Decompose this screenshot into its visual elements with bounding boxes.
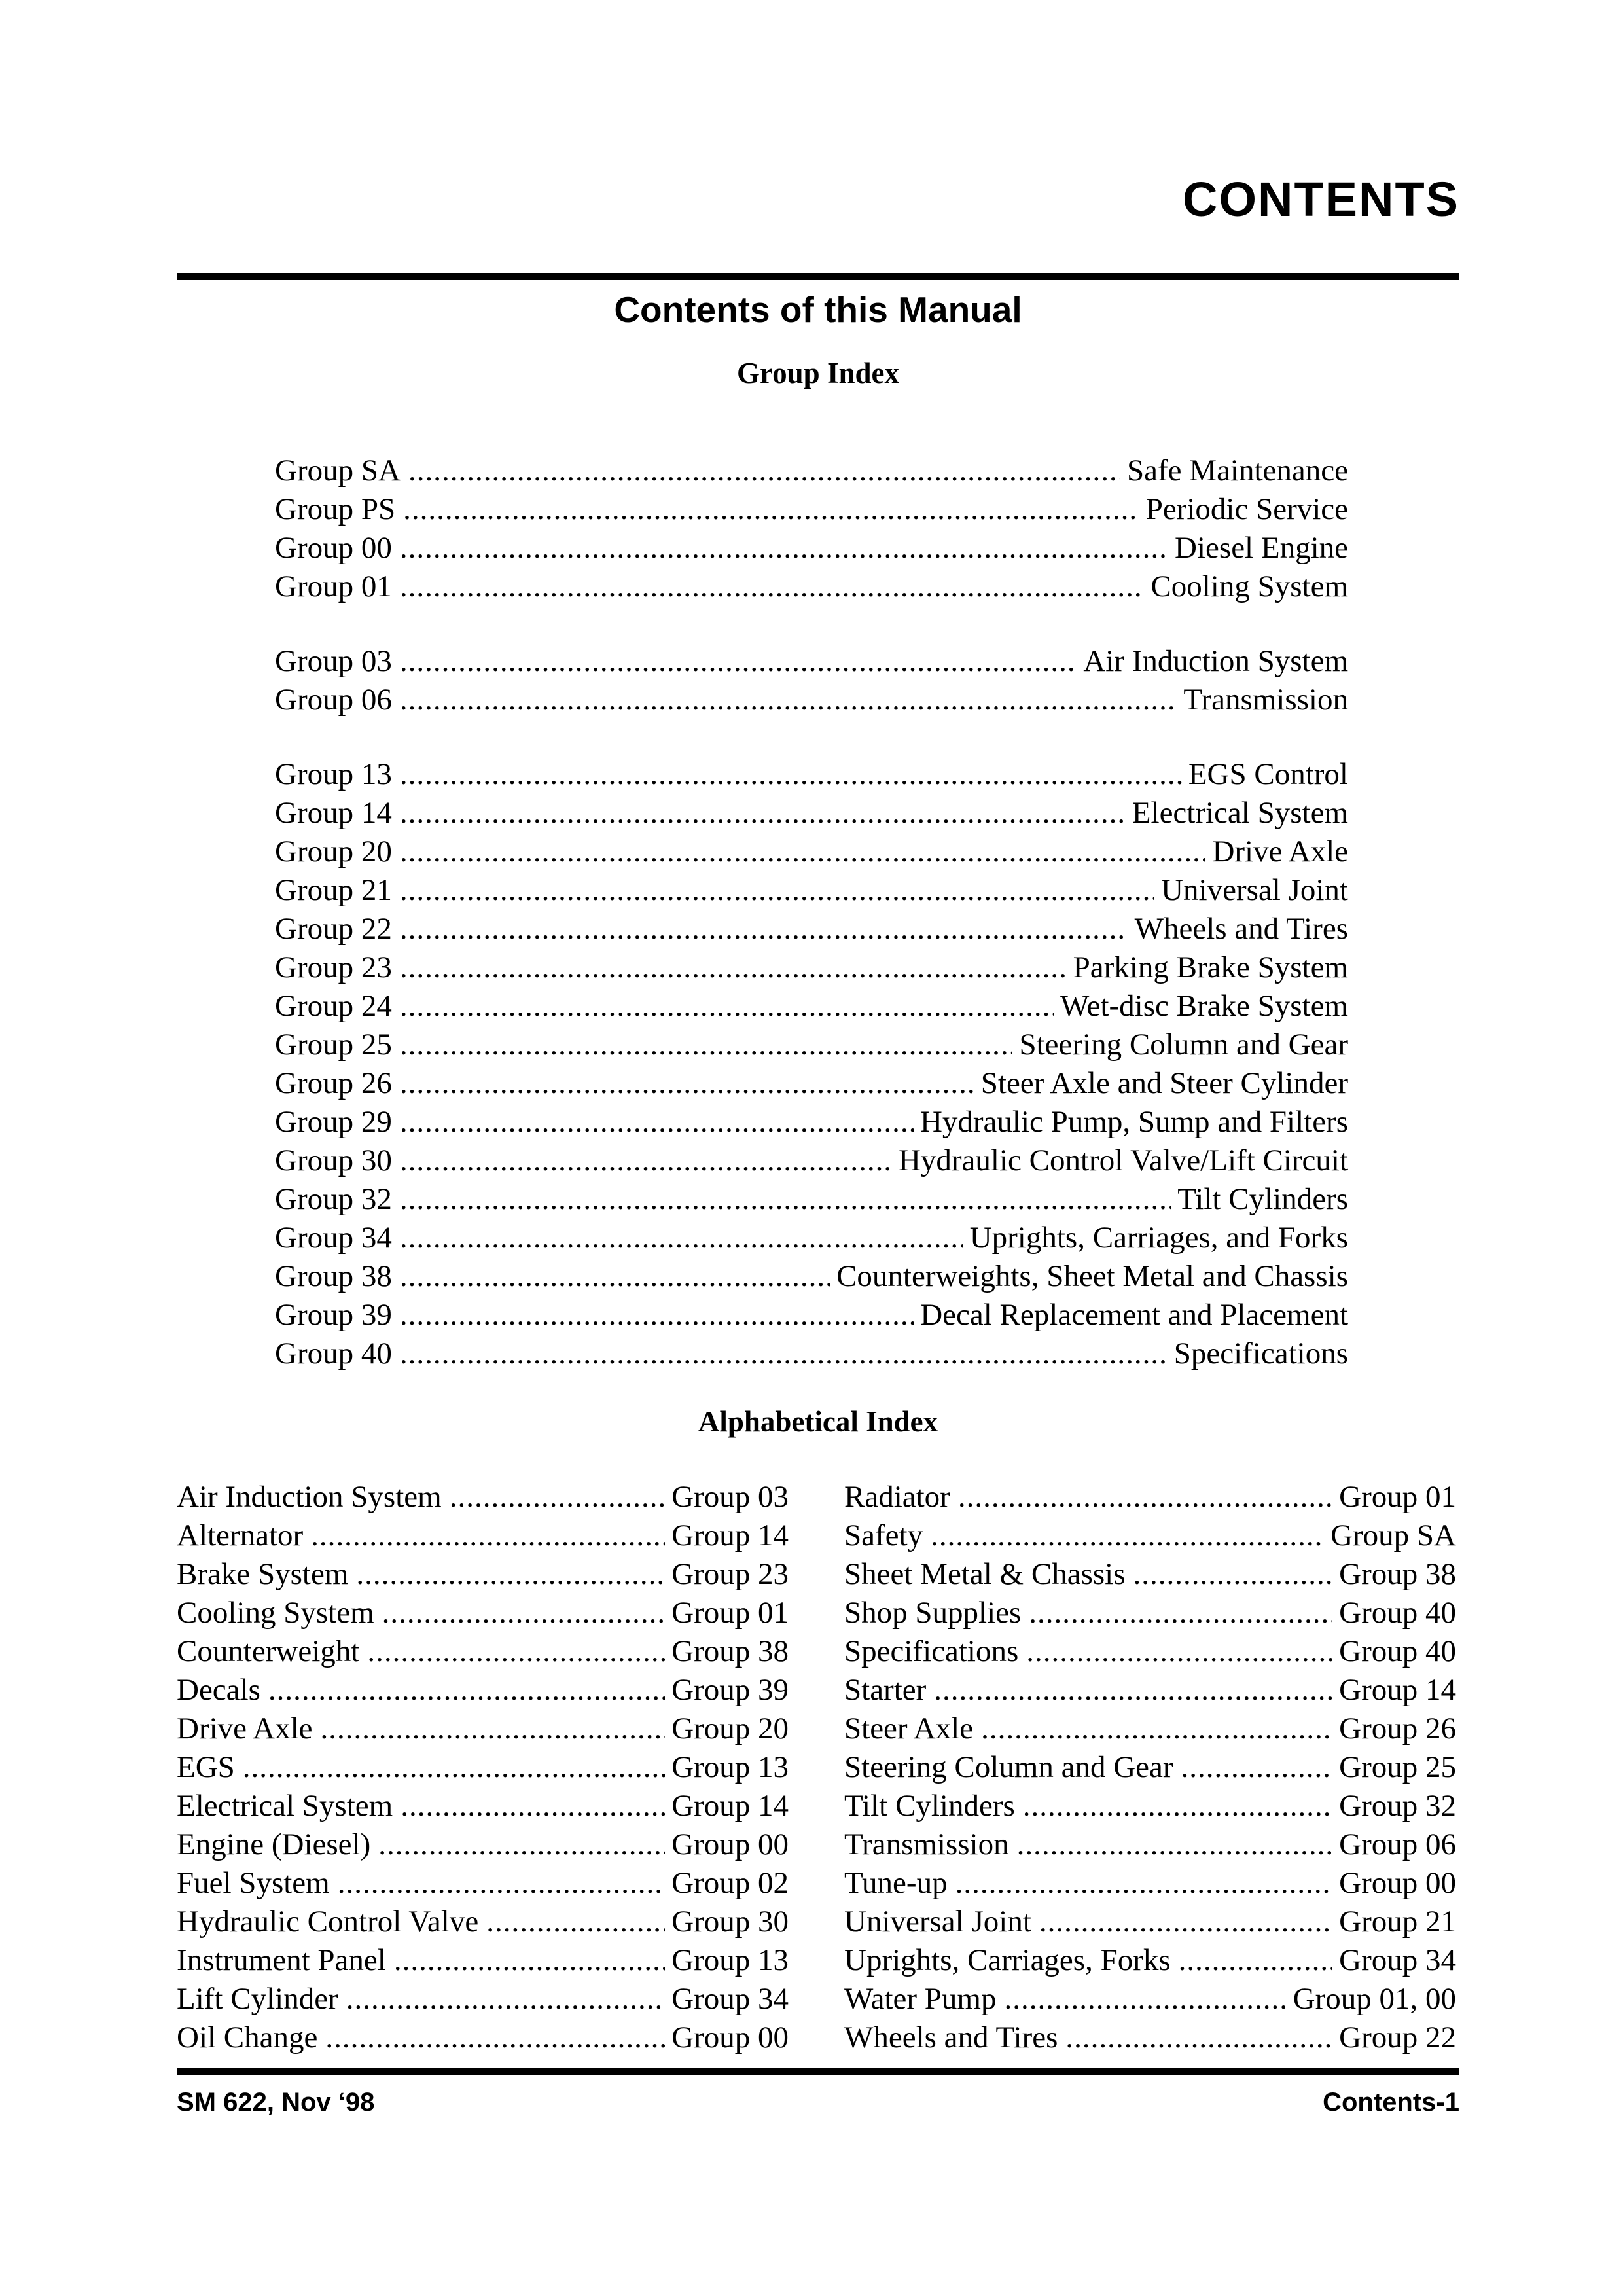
group-number: Group 38 — [671, 1634, 789, 1668]
topic-name: EGS — [177, 1750, 235, 1784]
footer-doc-ref: SM 622, Nov ‘98 — [177, 2088, 375, 2117]
section-name: Decal Replacement and Placement — [920, 1298, 1348, 1332]
section-name: Drive Axle — [1212, 834, 1348, 869]
group-number: Group 40 — [1339, 1634, 1456, 1668]
topic-name: Universal Joint — [844, 1905, 1031, 1939]
group-number: Group 39 — [275, 1298, 392, 1332]
alpha-index-row — [844, 1825, 1456, 1864]
group-index-row — [275, 910, 1348, 948]
dot-leader — [400, 642, 1077, 681]
group-index-row — [275, 987, 1348, 1026]
topic-name: Alternator — [177, 1518, 304, 1552]
dot-leader — [400, 910, 1128, 948]
dot-leader — [1004, 1980, 1286, 2018]
dot-leader — [408, 452, 1120, 490]
topic-name: Starter — [844, 1673, 927, 1707]
group-number: Group 01 — [275, 569, 392, 603]
group-number: Group 34 — [275, 1221, 392, 1255]
group-index-block — [275, 642, 1348, 719]
topic-name: Instrument Panel — [177, 1943, 386, 1977]
group-number: Group 20 — [275, 834, 392, 869]
group-index-row — [275, 1141, 1348, 1180]
header-divider — [177, 273, 1459, 280]
group-number: Group 03 — [671, 1480, 789, 1514]
group-number: Group 23 — [671, 1557, 789, 1591]
group-number: Group 32 — [1339, 1789, 1456, 1823]
section-name: Counterweights, Sheet Metal and Chassis — [836, 1259, 1348, 1293]
topic-name: Drive Axle — [177, 1712, 313, 1746]
dot-leader — [1017, 1825, 1333, 1864]
group-number: Group 01 — [671, 1596, 789, 1630]
group-index-row — [275, 452, 1348, 490]
group-index-row — [275, 1026, 1348, 1064]
alpha-index-row — [177, 1516, 789, 1555]
group-number: Group 22 — [275, 912, 392, 946]
section-name: Hydraulic Control Valve/Lift Circuit — [898, 1143, 1348, 1177]
group-number: Group 14 — [275, 796, 392, 830]
group-number: Group SA — [1330, 1518, 1456, 1552]
dot-leader — [394, 1941, 665, 1980]
dot-leader — [400, 529, 1168, 567]
group-index-row — [275, 1064, 1348, 1103]
group-index-list — [275, 452, 1348, 1373]
group-number: Group 13 — [671, 1750, 789, 1784]
dot-leader — [403, 490, 1139, 529]
group-number: Group 25 — [1339, 1750, 1456, 1784]
section-name: Safe Maintenance — [1127, 454, 1348, 488]
group-number: Group 23 — [275, 950, 392, 984]
alpha-index-row — [177, 1748, 789, 1787]
dot-leader — [1023, 1787, 1332, 1825]
topic-name: Brake System — [177, 1557, 349, 1591]
group-index-row — [275, 529, 1348, 567]
dot-leader — [367, 1632, 665, 1671]
topic-name: Specifications — [844, 1634, 1019, 1668]
dot-leader — [400, 1141, 892, 1180]
group-number: Group 00 — [671, 2020, 789, 2054]
alpha-index-row — [844, 1980, 1456, 2018]
dot-leader — [400, 1064, 974, 1103]
group-number: Group PS — [275, 492, 396, 526]
group-number: Group 13 — [671, 1943, 789, 1977]
dot-leader — [400, 567, 1145, 606]
alpha-index-row — [844, 1941, 1456, 1980]
group-number: Group 40 — [275, 1336, 392, 1371]
section-name: Universal Joint — [1161, 873, 1348, 907]
section-name: Parking Brake System — [1073, 950, 1348, 984]
topic-name: Steering Column and Gear — [844, 1750, 1173, 1784]
group-number: Group 39 — [671, 1673, 789, 1707]
dot-leader — [1179, 1941, 1332, 1980]
topic-name: Uprights, Carriages, Forks — [844, 1943, 1171, 1977]
group-number: Group 29 — [275, 1105, 392, 1139]
topic-name: Wheels and Tires — [844, 2020, 1058, 2054]
group-number: Group 26 — [275, 1066, 392, 1100]
topic-name: Electrical System — [177, 1789, 393, 1823]
alpha-index-row — [177, 1710, 789, 1748]
topic-name: Water Pump — [844, 1982, 997, 2016]
group-index-row — [275, 681, 1348, 719]
group-index-row — [275, 490, 1348, 529]
alpha-index-row — [177, 1594, 789, 1632]
footer-page-number: Contents-1 — [1323, 2088, 1459, 2117]
dot-leader — [400, 1335, 1168, 1373]
dot-leader — [934, 1671, 1332, 1710]
group-number: Group 01 — [1339, 1480, 1456, 1514]
group-number: Group 14 — [1339, 1673, 1456, 1707]
group-index-row — [275, 1335, 1348, 1373]
alpha-index-row — [844, 1787, 1456, 1825]
dot-leader — [311, 1516, 665, 1555]
group-number: Group 38 — [275, 1259, 392, 1293]
topic-name: Tune-up — [844, 1866, 948, 1900]
group-number: Group 06 — [1339, 1827, 1456, 1861]
group-index-row — [275, 1103, 1348, 1141]
dot-leader — [486, 1903, 665, 1941]
section-name: Steer Axle and Steer Cylinder — [980, 1066, 1348, 1100]
group-index-row — [275, 1219, 1348, 1257]
group-number: Group 30 — [671, 1905, 789, 1939]
alpha-index-row — [844, 2018, 1456, 2057]
topic-name: Sheet Metal & Chassis — [844, 1557, 1126, 1591]
topic-name: Lift Cylinder — [177, 1982, 338, 2016]
alpha-index-row — [177, 1787, 789, 1825]
dot-leader — [400, 987, 1054, 1026]
section-name: Wheels and Tires — [1134, 912, 1348, 946]
group-number: Group 38 — [1339, 1557, 1456, 1591]
alpha-index-row — [844, 1516, 1456, 1555]
dot-leader — [958, 1478, 1332, 1516]
dot-leader — [356, 1555, 665, 1594]
alpha-index-row — [844, 1864, 1456, 1903]
group-number: Group 20 — [671, 1712, 789, 1746]
dot-leader — [346, 1980, 665, 2018]
alpha-index-row — [177, 1632, 789, 1671]
section-name: Wet-disc Brake System — [1060, 989, 1348, 1023]
group-number: Group 00 — [275, 531, 392, 565]
section-name: Hydraulic Pump, Sump and Filters — [919, 1105, 1348, 1139]
topic-name: Shop Supplies — [844, 1596, 1022, 1630]
dot-leader — [1133, 1555, 1333, 1594]
alpha-index-row — [844, 1748, 1456, 1787]
dot-leader — [382, 1594, 666, 1632]
topic-name: Counterweight — [177, 1634, 360, 1668]
dot-leader — [338, 1864, 665, 1903]
dot-leader — [325, 2018, 665, 2057]
group-number: Group 01, 00 — [1293, 1982, 1456, 2016]
topic-name: Hydraulic Control Valve — [177, 1905, 479, 1939]
alpha-index-row — [844, 1555, 1456, 1594]
topic-name: Tilt Cylinders — [844, 1789, 1015, 1823]
group-number: Group 30 — [275, 1143, 392, 1177]
alpha-index-row — [177, 2018, 789, 2057]
group-number: Group 22 — [1339, 2020, 1456, 2054]
group-index-row — [275, 871, 1348, 910]
section-name: Specifications — [1173, 1336, 1348, 1371]
alphabetical-index-heading: Alphabetical Index — [698, 1405, 938, 1438]
dot-leader — [400, 1103, 914, 1141]
section-name: Tilt Cylinders — [1177, 1182, 1348, 1216]
group-index-block — [275, 452, 1348, 606]
dot-leader — [1029, 1594, 1332, 1632]
dot-leader — [400, 1180, 1171, 1219]
topic-name: Decals — [177, 1673, 260, 1707]
group-number: Group 25 — [275, 1028, 392, 1062]
group-number: Group 24 — [275, 989, 392, 1023]
alpha-index-row — [844, 1710, 1456, 1748]
alpha-index-row — [844, 1478, 1456, 1516]
group-index-row — [275, 948, 1348, 987]
dot-leader — [400, 833, 1206, 871]
group-number: Group 03 — [275, 644, 392, 678]
dot-leader — [400, 948, 1067, 987]
group-number: Group 21 — [275, 873, 392, 907]
alpha-index-row — [844, 1903, 1456, 1941]
alpha-index-row — [177, 1903, 789, 1941]
topic-name: Fuel System — [177, 1866, 330, 1900]
dot-leader — [1181, 1748, 1333, 1787]
dot-leader — [400, 871, 1154, 910]
section-name: Diesel Engine — [1175, 531, 1348, 565]
topic-name: Radiator — [844, 1480, 950, 1514]
dot-leader — [450, 1478, 665, 1516]
group-index-row — [275, 755, 1348, 794]
alpha-index-row — [177, 1825, 789, 1864]
dot-leader — [400, 1026, 1013, 1064]
dot-leader — [1026, 1632, 1332, 1671]
group-number: Group 14 — [671, 1789, 789, 1823]
group-number: Group 13 — [275, 757, 392, 791]
alpha-index-row — [177, 1671, 789, 1710]
alphabetical-index-left-column — [177, 1478, 789, 2057]
section-name: Steering Column and Gear — [1019, 1028, 1348, 1062]
dot-leader — [400, 1296, 914, 1335]
group-index-block — [275, 755, 1348, 1373]
dot-leader — [321, 1710, 666, 1748]
alpha-index-row — [177, 1864, 789, 1903]
group-number: Group 14 — [671, 1518, 789, 1552]
group-index-row — [275, 833, 1348, 871]
section-title: Contents of this Manual — [614, 289, 1022, 330]
dot-leader — [400, 755, 1182, 794]
section-name: Transmission — [1183, 683, 1348, 717]
group-index-row — [275, 1257, 1348, 1296]
footer-divider — [177, 2068, 1459, 2075]
alphabetical-index — [177, 1478, 1456, 2057]
group-number: Group 00 — [1339, 1866, 1456, 1900]
group-number: Group 21 — [1339, 1905, 1456, 1939]
dot-leader — [268, 1671, 665, 1710]
group-number: Group SA — [275, 454, 401, 488]
alpha-index-row — [177, 1478, 789, 1516]
dot-leader — [378, 1825, 665, 1864]
alpha-index-row — [844, 1671, 1456, 1710]
group-index-row — [275, 1296, 1348, 1335]
alpha-index-row — [177, 1980, 789, 2018]
group-number: Group 26 — [1339, 1712, 1456, 1746]
topic-name: Transmission — [844, 1827, 1009, 1861]
group-index-row — [275, 1180, 1348, 1219]
topic-name: Safety — [844, 1518, 923, 1552]
group-number: Group 40 — [1339, 1596, 1456, 1630]
section-name: Electrical System — [1132, 796, 1348, 830]
alpha-index-row — [844, 1594, 1456, 1632]
group-number: Group 02 — [671, 1866, 789, 1900]
section-name: Periodic Service — [1145, 492, 1348, 526]
group-number: Group 00 — [671, 1827, 789, 1861]
alpha-index-row — [177, 1941, 789, 1980]
dot-leader — [400, 1257, 830, 1296]
dot-leader — [400, 1219, 963, 1257]
group-index-row — [275, 794, 1348, 833]
alpha-index-row — [177, 1555, 789, 1594]
dot-leader — [931, 1516, 1324, 1555]
group-number: Group 34 — [1339, 1943, 1456, 1977]
dot-leader — [243, 1748, 665, 1787]
page-title: CONTENTS — [1183, 172, 1459, 226]
topic-name: Steer Axle — [844, 1712, 974, 1746]
topic-name: Air Induction System — [177, 1480, 442, 1514]
section-name: EGS Control — [1188, 757, 1348, 791]
dot-leader — [981, 1710, 1332, 1748]
section-name: Cooling System — [1150, 569, 1348, 603]
group-number: Group 34 — [671, 1982, 789, 2016]
dot-leader — [400, 681, 1177, 719]
group-number: Group 06 — [275, 683, 392, 717]
section-name: Uprights, Carriages, and Forks — [969, 1221, 1348, 1255]
group-index-row — [275, 567, 1348, 606]
dot-leader — [400, 794, 1126, 833]
topic-name: Cooling System — [177, 1596, 374, 1630]
topic-name: Oil Change — [177, 2020, 318, 2054]
dot-leader — [1039, 1903, 1332, 1941]
section-name: Air Induction System — [1083, 644, 1348, 678]
alphabetical-index-right-column — [844, 1478, 1456, 2057]
dot-leader — [401, 1787, 665, 1825]
group-index-row — [275, 642, 1348, 681]
page-footer — [177, 2087, 1459, 2118]
group-number: Group 32 — [275, 1182, 392, 1216]
dot-leader — [1065, 2018, 1332, 2057]
alpha-index-row — [844, 1632, 1456, 1671]
dot-leader — [955, 1864, 1333, 1903]
group-index-heading: Group Index — [736, 357, 899, 389]
topic-name: Engine (Diesel) — [177, 1827, 371, 1861]
